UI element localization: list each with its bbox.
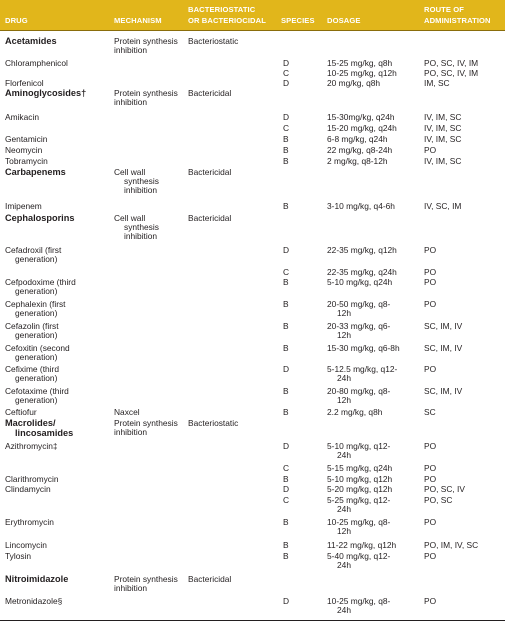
drug-class-label: Macrolides/ bbox=[5, 418, 56, 428]
drug-name: generation) bbox=[15, 395, 58, 405]
species-cell: D bbox=[283, 484, 290, 494]
dosage-cell: 10-25 mg/kg, q8- bbox=[327, 596, 391, 606]
species-cell: D bbox=[283, 78, 290, 88]
route-cell: PO, IM, IV, SC bbox=[424, 540, 479, 550]
dosage-cell: 5-10 mg/kg, q12h bbox=[327, 474, 393, 484]
dosage-cell: 5-10 mg/kg, q24h bbox=[327, 277, 393, 287]
dosage-cell: 6-8 mg/kg, q24h bbox=[327, 134, 388, 144]
dosage-cell: 11-22 mg/kg, q12h bbox=[327, 540, 397, 550]
drug-name: Clarithromycin bbox=[5, 474, 59, 484]
dosage-cell: 20-50 mg/kg, q8- bbox=[327, 299, 391, 309]
bact-cell: Bactericidal bbox=[188, 213, 232, 223]
drug-name: Cefadroxil (first bbox=[5, 245, 62, 255]
mechanism-cell: inhibition bbox=[114, 97, 148, 107]
header-rule bbox=[0, 30, 505, 31]
dosage-cell: 20-80 mg/kg, q8- bbox=[327, 386, 391, 396]
drug-name: Metronidazole§ bbox=[5, 596, 63, 606]
mechanism-cell: synthesis bbox=[124, 222, 159, 232]
drug-name: Clindamycin bbox=[5, 484, 51, 494]
route-cell: PO, SC, IV, IM bbox=[424, 68, 479, 78]
route-cell: SC, IM, IV bbox=[424, 386, 463, 396]
dosage-cell: 22 mg/kg, q8-24h bbox=[327, 145, 393, 155]
route-cell: SC bbox=[424, 407, 436, 417]
col-header-route-2: ADMINISTRATION bbox=[424, 16, 491, 25]
dosage-cell: 15-30 mg/kg, q6-8h bbox=[327, 343, 400, 353]
mechanism-cell: synthesis bbox=[124, 176, 159, 186]
dosage-cell: 12h bbox=[337, 395, 351, 405]
species-cell: B bbox=[283, 145, 289, 155]
dosage-cell: 12h bbox=[337, 330, 351, 340]
mechanism-cell: inhibition bbox=[124, 231, 158, 241]
mechanism-cell: Protein synthesis bbox=[114, 36, 178, 46]
drug-name: generation) bbox=[15, 254, 58, 264]
mechanism-cell: Protein synthesis bbox=[114, 418, 178, 428]
dosage-cell: 3-10 mg/kg, q4-6h bbox=[327, 201, 395, 211]
drug-name: generation) bbox=[15, 286, 58, 296]
species-cell: D bbox=[283, 245, 290, 255]
species-cell: D bbox=[283, 441, 290, 451]
species-cell: B bbox=[283, 540, 289, 550]
dosage-cell: 5-40 mg/kg, q12- bbox=[327, 551, 391, 561]
species-cell: B bbox=[283, 343, 289, 353]
dosage-cell: 5-12.5 mg/kg, q12- bbox=[327, 364, 398, 374]
dosage-cell: 22-35 mg/kg, q12h bbox=[327, 245, 397, 255]
species-cell: D bbox=[283, 596, 290, 606]
mechanism-cell: inhibition bbox=[114, 45, 148, 55]
route-cell: PO bbox=[424, 299, 437, 309]
route-cell: IV, IM, SC bbox=[424, 134, 462, 144]
drug-name: Tobramycin bbox=[5, 156, 48, 166]
drug-name: Lincomycin bbox=[5, 540, 47, 550]
drug-name: Cefpodoxime (third bbox=[5, 277, 76, 287]
drug-name: Tylosin bbox=[5, 551, 32, 561]
species-cell: C bbox=[283, 123, 290, 133]
species-cell: B bbox=[283, 407, 289, 417]
dosage-cell: 10-25 mg/kg, q12h bbox=[327, 68, 397, 78]
route-cell: SC, IM, IV bbox=[424, 321, 463, 331]
route-cell: PO bbox=[424, 517, 437, 527]
drug-name: Cefazolin (first bbox=[5, 321, 59, 331]
drug-name: Neomycin bbox=[5, 145, 43, 155]
route-cell: PO bbox=[424, 441, 437, 451]
species-cell: C bbox=[283, 68, 290, 78]
species-cell: B bbox=[283, 321, 289, 331]
col-header-bact-1: BACTERIOSTATIC bbox=[188, 5, 256, 14]
dosage-cell: 24h bbox=[337, 450, 351, 460]
route-cell: IM, SC bbox=[424, 78, 450, 88]
route-cell: IV, IM, SC bbox=[424, 112, 462, 122]
col-header-route-1: ROUTE OF bbox=[424, 5, 465, 14]
drug-name: Ceftiofur bbox=[5, 407, 37, 417]
dosage-cell: 24h bbox=[337, 605, 351, 615]
route-cell: PO bbox=[424, 145, 437, 155]
route-cell: PO bbox=[424, 277, 437, 287]
drug-class-label: lincosamides bbox=[15, 428, 74, 438]
dosage-cell: 22-35 mg/kg, q24h bbox=[327, 267, 397, 277]
bact-cell: Bactericidal bbox=[188, 167, 232, 177]
col-header-species: SPECIES bbox=[281, 16, 315, 25]
drug-class-label: Acetamides bbox=[5, 36, 57, 46]
route-cell: PO bbox=[424, 463, 437, 473]
route-cell: IV, IM, SC bbox=[424, 156, 462, 166]
drug-name: Amikacin bbox=[5, 112, 39, 122]
dosage-cell: 15-20 mg/kg, q24h bbox=[327, 123, 397, 133]
route-cell: PO bbox=[424, 267, 437, 277]
dosage-cell: 24h bbox=[337, 504, 351, 514]
species-cell: B bbox=[283, 551, 289, 561]
route-cell: PO, SC bbox=[424, 495, 453, 505]
mechanism-cell: Naxcel bbox=[114, 407, 140, 417]
route-cell: PO, SC, IV, IM bbox=[424, 58, 479, 68]
drug-class-label: Nitroimidazole bbox=[5, 574, 69, 584]
route-cell: PO bbox=[424, 596, 437, 606]
dosage-cell: 2 mg/kg, q8-12h bbox=[327, 156, 388, 166]
drug-name: Cefotaxime (third bbox=[5, 386, 69, 396]
bact-cell: Bacteriostatic bbox=[188, 418, 239, 428]
species-cell: B bbox=[283, 299, 289, 309]
species-cell: D bbox=[283, 364, 290, 374]
route-cell: IV, IM, SC bbox=[424, 123, 462, 133]
route-cell: PO bbox=[424, 551, 437, 561]
route-cell: IV, SC, IM bbox=[424, 201, 462, 211]
dosage-cell: 24h bbox=[337, 560, 351, 570]
dosage-cell: 15-30mg/kg, q24h bbox=[327, 112, 395, 122]
drug-name: generation) bbox=[15, 330, 58, 340]
mechanism-cell: inhibition bbox=[114, 427, 148, 437]
species-cell: C bbox=[283, 267, 290, 277]
dosage-cell: 12h bbox=[337, 526, 351, 536]
species-cell: B bbox=[283, 277, 289, 287]
species-cell: B bbox=[283, 474, 289, 484]
col-header-mechanism: MECHANISM bbox=[114, 16, 162, 25]
species-cell: B bbox=[283, 201, 289, 211]
bact-cell: Bactericidal bbox=[188, 574, 232, 584]
dosage-cell: 5-25 mg/kg, q12- bbox=[327, 495, 391, 505]
dosage-cell: 5-10 mg/kg, q12- bbox=[327, 441, 391, 451]
mechanism-cell: inhibition bbox=[114, 583, 148, 593]
route-cell: PO bbox=[424, 245, 437, 255]
route-cell: PO bbox=[424, 364, 437, 374]
drug-class-label: Carbapenems bbox=[5, 167, 66, 177]
dosage-cell: 10-25 mg/kg, q8- bbox=[327, 517, 391, 527]
bact-cell: Bacteriostatic bbox=[188, 36, 239, 46]
dosage-cell: 24h bbox=[337, 373, 351, 383]
col-header-bact-2: OR BACTERIOCIDAL bbox=[188, 16, 266, 25]
species-cell: B bbox=[283, 134, 289, 144]
dosage-cell: 5-15 mg/kg, q24h bbox=[327, 463, 393, 473]
dosage-cell: 12h bbox=[337, 308, 351, 318]
mechanism-cell: inhibition bbox=[124, 185, 158, 195]
species-cell: D bbox=[283, 58, 290, 68]
drug-class-label: Aminoglycosides† bbox=[5, 88, 87, 98]
mechanism-cell: Cell wall bbox=[114, 213, 146, 223]
route-cell: PO, SC, IV bbox=[424, 484, 465, 494]
drug-name: Florfenicol bbox=[5, 78, 44, 88]
dosage-cell: 2.2 mg/kg, q8h bbox=[327, 407, 383, 417]
drug-name: Erythromycin bbox=[5, 517, 54, 527]
mechanism-cell: Protein synthesis bbox=[114, 88, 178, 98]
mechanism-cell: Protein synthesis bbox=[114, 574, 178, 584]
species-cell: B bbox=[283, 156, 289, 166]
drug-name: Imipenem bbox=[5, 201, 42, 211]
drug-name: Cephalexin (first bbox=[5, 299, 66, 309]
drug-name: Azithromycin‡ bbox=[5, 441, 58, 451]
dosage-cell: 15-25 mg/kg, q8h bbox=[327, 58, 393, 68]
drug-name: generation) bbox=[15, 373, 58, 383]
mechanism-cell: Cell wall bbox=[114, 167, 146, 177]
drug-name: generation) bbox=[15, 308, 58, 318]
drug-name: Cefixime (third bbox=[5, 364, 59, 374]
species-cell: D bbox=[283, 112, 290, 122]
drug-name: Cefoxitin (second bbox=[5, 343, 70, 353]
drug-class-label: Cephalosporins bbox=[5, 213, 75, 223]
species-cell: C bbox=[283, 495, 290, 505]
dosage-cell: 20 mg/kg, q8h bbox=[327, 78, 381, 88]
species-cell: B bbox=[283, 386, 289, 396]
species-cell: B bbox=[283, 517, 289, 527]
drug-name: Gentamicin bbox=[5, 134, 48, 144]
table-bottom-rule bbox=[0, 620, 505, 621]
dosage-cell: 5-20 mg/kg, q12h bbox=[327, 484, 393, 494]
dosage-cell: 20-33 mg/kg, q6- bbox=[327, 321, 391, 331]
drug-name: generation) bbox=[15, 352, 58, 362]
route-cell: SC, IM, IV bbox=[424, 343, 463, 353]
drug-name: Chloramphenicol bbox=[5, 58, 68, 68]
col-header-dosage: DOSAGE bbox=[327, 16, 361, 25]
species-cell: C bbox=[283, 463, 290, 473]
route-cell: PO bbox=[424, 474, 437, 484]
col-header-drug: DRUG bbox=[5, 16, 28, 25]
bact-cell: Bactericidal bbox=[188, 88, 232, 98]
